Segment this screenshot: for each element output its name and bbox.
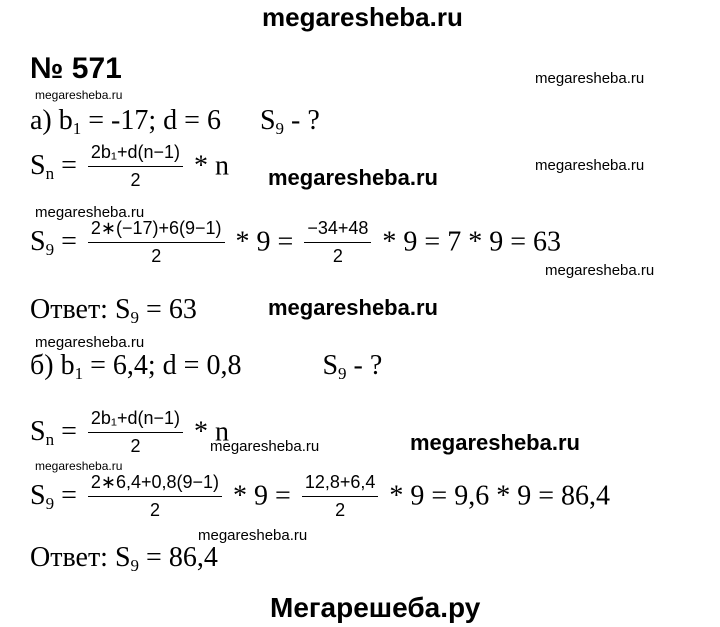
watermark-small: megaresheba.ru [545,262,655,279]
watermark-tiny: megaresheba.ru [35,88,123,102]
part-a-given: а) $b_1 = -17$; d = 6 $S_9$ - ? [30,105,320,138]
watermark-big: megaresheba.ru [410,430,580,455]
header-watermark: megaresheba.ru [262,2,463,32]
watermark-small: megaresheba.ru [198,527,308,544]
part-b-given: б) $b_1 = 6,4$; d = 0,8 $S_9$ - ? [30,350,383,383]
part-b-formula: $S_n$ = $\frac{\text{2b₁+d(n−1)}}{2}$ * n [30,408,230,456]
problem-number: № 571 [30,52,122,85]
footer-watermark: Мегарешеба.ру [270,592,481,623]
part-a-answer: Ответ: $S_9 = 63$ [30,294,197,327]
part-a-formula: $S_n$ = $\frac{\text{2b₁+d(n−1)}}{2}$ * n [30,142,230,190]
watermark-small: megaresheba.ru [535,157,645,174]
watermark-tiny: megaresheba.ru [35,459,123,473]
part-b-calculation: $S_9$ = $\frac{2∗6,4+0,8(9-1)}{2}$ * 9 = $\frac{12,8+6,4}{2}$ * 9 = 9,6 * 9 = 86,4 [30,472,611,520]
part-a-calculation: $S_9$ = $\frac{2∗(-17)+6(9-1)}{2}$ * 9 = $\frac{-34+48}{2}$ * 9 = 7 * 9 = 63 [30,218,562,266]
watermark-small: megaresheba.ru [210,438,320,455]
watermark-small: megaresheba.ru [35,204,145,221]
watermark-small: megaresheba.ru [35,334,145,351]
part-b-answer: Ответ: $S_9 = 86,4$ [30,542,218,575]
watermark-small: megaresheba.ru [535,70,645,87]
watermark-big: megaresheba.ru [268,295,438,320]
watermark-big: megaresheba.ru [268,165,438,190]
